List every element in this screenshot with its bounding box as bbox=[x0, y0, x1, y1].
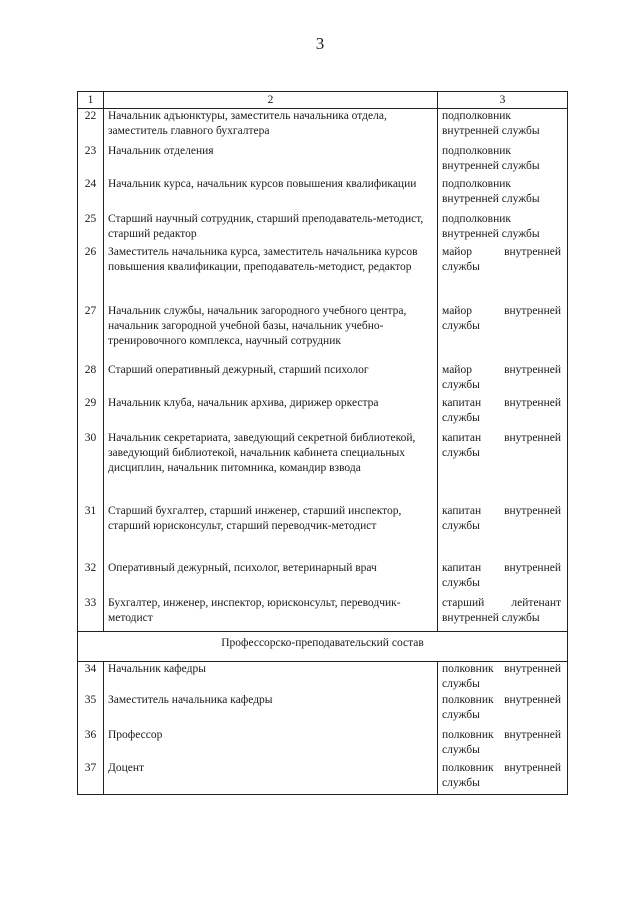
rank-cell: подполковник внутренней службы bbox=[438, 109, 568, 145]
table-row bbox=[78, 396, 568, 431]
position-cell: Старший оперативный дежурный, старший психолог bbox=[104, 363, 438, 396]
row-number: 35 bbox=[78, 693, 104, 728]
table-row bbox=[78, 596, 568, 632]
rank-cell: майор внутренней службы bbox=[438, 363, 568, 396]
position-cell: Начальник службы, начальник загородного учебного центра, начальник загородной учебной базы, начальник учебно-тренировочного комплекса, научный сотрудник bbox=[104, 304, 438, 363]
rank-cell: подполковник внутренней службы bbox=[438, 177, 568, 212]
rank-cell: подполковник внутренней службы bbox=[438, 144, 568, 177]
position-cell: Начальник курса, начальник курсов повышения квалификации bbox=[104, 177, 438, 212]
position-cell: Старший бухгалтер, старший инженер, старший инспектор, старший юрисконсульт, старший переводчик-методист bbox=[104, 504, 438, 561]
section-title: Профессорско-преподавательский состав bbox=[78, 632, 568, 662]
row-number: 27 bbox=[78, 304, 104, 363]
column-header: 1 bbox=[78, 92, 104, 109]
rank-cell: капитан внутренней службы bbox=[438, 504, 568, 561]
row-number: 28 bbox=[78, 363, 104, 396]
table-row bbox=[78, 109, 568, 145]
position-cell: Доцент bbox=[104, 761, 438, 795]
table-row bbox=[78, 431, 568, 504]
row-number: 26 bbox=[78, 245, 104, 304]
rank-cell: полковник внутренней службы bbox=[438, 761, 568, 795]
row-number: 25 bbox=[78, 212, 104, 245]
position-cell: Начальник клуба, начальник архива, дирижер оркестра bbox=[104, 396, 438, 431]
column-header: 2 bbox=[104, 92, 438, 109]
row-number: 23 bbox=[78, 144, 104, 177]
position-cell: Начальник кафедры bbox=[104, 662, 438, 694]
table-row bbox=[78, 144, 568, 177]
position-cell: Заместитель начальника кафедры bbox=[104, 693, 438, 728]
row-number: 30 bbox=[78, 431, 104, 504]
position-cell: Заместитель начальника курса, заместитель начальника курсов повышения квалификации, преподаватель-методист, редактор bbox=[104, 245, 438, 304]
row-number: 29 bbox=[78, 396, 104, 431]
rank-cell: майор внутренней службы bbox=[438, 304, 568, 363]
table-header-row bbox=[78, 92, 568, 109]
rank-cell: полковник внутренней службы bbox=[438, 662, 568, 694]
page-number: 3 bbox=[315, 34, 325, 53]
table-row bbox=[78, 504, 568, 561]
section-header-row bbox=[78, 632, 568, 662]
position-cell: Начальник адъюнктуры, заместитель начальника отдела, заместитель главного бухгалтера bbox=[104, 109, 438, 145]
table-row bbox=[78, 304, 568, 363]
table-row bbox=[78, 363, 568, 396]
rank-cell: полковник внутренней службы bbox=[438, 693, 568, 728]
rank-cell: капитан внутренней службы bbox=[438, 396, 568, 431]
table-row bbox=[78, 761, 568, 795]
table-row bbox=[78, 693, 568, 728]
rank-cell: полковник внутренней службы bbox=[438, 728, 568, 761]
row-number: 33 bbox=[78, 596, 104, 632]
position-cell: Начальник отделения bbox=[104, 144, 438, 177]
table-row bbox=[78, 728, 568, 761]
positions-table bbox=[77, 91, 568, 795]
row-number: 32 bbox=[78, 561, 104, 596]
position-cell: Старший научный сотрудник, старший преподаватель-методист, старший редактор bbox=[104, 212, 438, 245]
row-number: 31 bbox=[78, 504, 104, 561]
rank-cell: капитан внутренней службы bbox=[438, 431, 568, 504]
position-cell: Оперативный дежурный, психолог, ветеринарный врач bbox=[104, 561, 438, 596]
row-number: 24 bbox=[78, 177, 104, 212]
table-row bbox=[78, 212, 568, 245]
row-number: 22 bbox=[78, 109, 104, 145]
rank-cell: майор внутренней службы bbox=[438, 245, 568, 304]
rank-cell: старший лейтенант внутренней службы bbox=[438, 596, 568, 632]
position-cell: Бухгалтер, инженер, инспектор, юрисконсульт, переводчик-методист bbox=[104, 596, 438, 632]
rank-cell: подполковник внутренней службы bbox=[438, 212, 568, 245]
position-cell: Начальник секретариата, заведующий секретной библиотекой, заведующий библиотекой, начальник кабинета специальных дисциплин, начальник питомника, командир взвода bbox=[104, 431, 438, 504]
column-header: 3 bbox=[438, 92, 568, 109]
table-row bbox=[78, 662, 568, 694]
table-row bbox=[78, 245, 568, 304]
table-row bbox=[78, 177, 568, 212]
position-cell: Профессор bbox=[104, 728, 438, 761]
row-number: 34 bbox=[78, 662, 104, 694]
row-number: 36 bbox=[78, 728, 104, 761]
table-row bbox=[78, 561, 568, 596]
row-number: 37 bbox=[78, 761, 104, 795]
rank-cell: капитан внутренней службы bbox=[438, 561, 568, 596]
